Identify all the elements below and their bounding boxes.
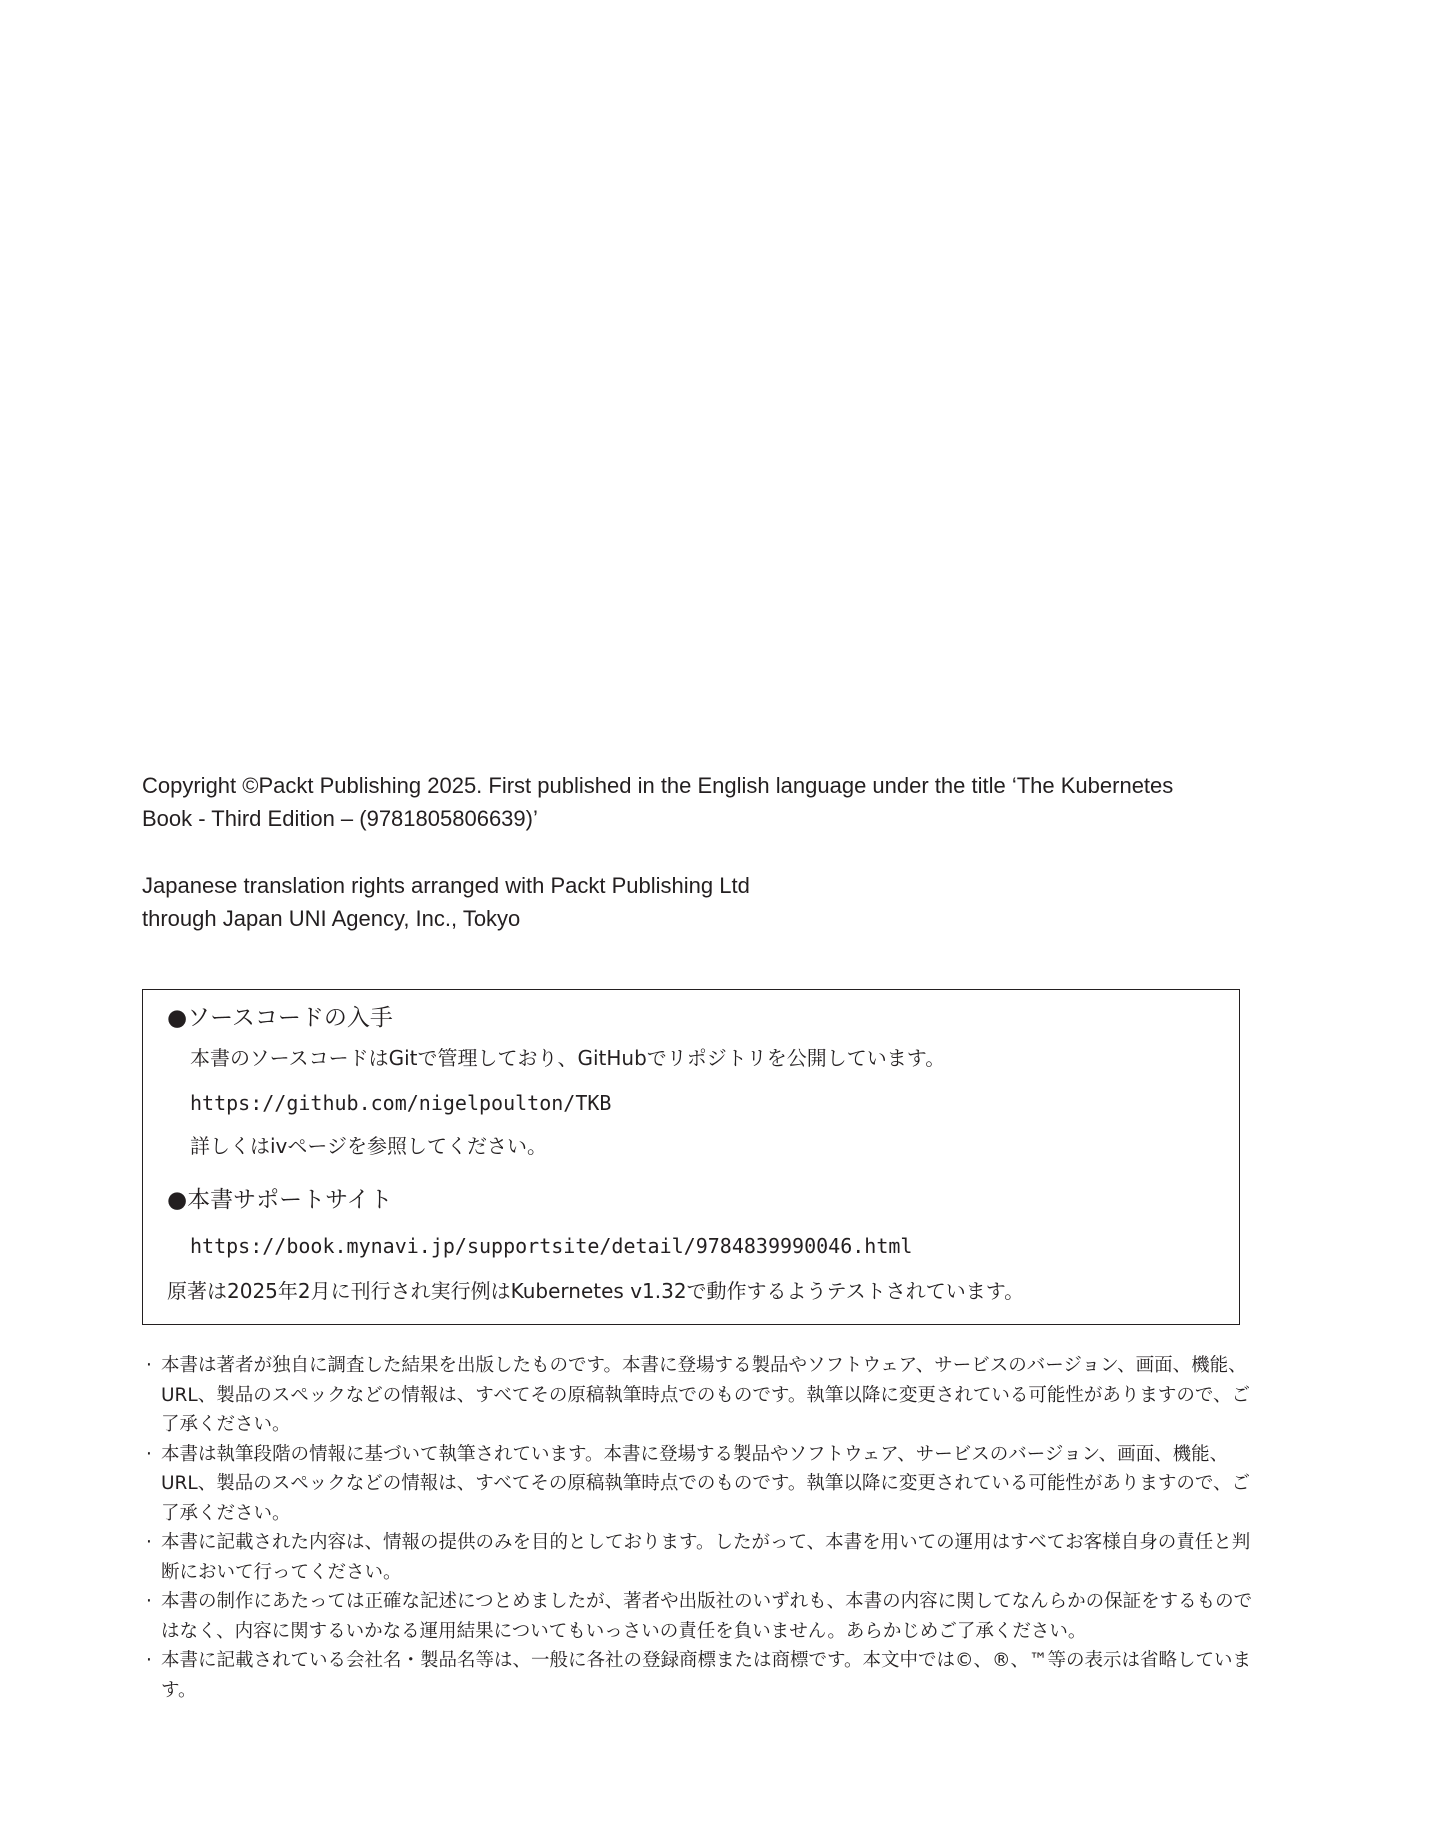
disclaimer-text: 本書に記載された内容は、情報の提供のみを目的としております。したがって、本書を用いての運用はすべてお客様自身の責任と判断において行ってください。 bbox=[161, 1532, 1251, 1583]
translation-rights-line: through Japan UNI Agency, Inc., Tokyo bbox=[142, 906, 521, 931]
disclaimer-item bbox=[146, 1528, 1256, 1587]
edition-note: 原著は2025年2月に刊行され実行例はKubernetes v1.32で動作するようテストされています。 bbox=[167, 1279, 1025, 1303]
bullet: · bbox=[146, 1355, 152, 1376]
disclaimer-text: 本書に記載されている会社名・製品名等は、一般に各社の登録商標または商標です。本文中では©、®、™等の表示は省略しています。 bbox=[161, 1650, 1252, 1701]
support-site-url[interactable]: https://book.mynavi.jp/supportsite/detail/9784839990046.html bbox=[190, 1234, 913, 1258]
source-code-text: 本書のソースコードはGitで管理しており、GitHubでリポジトリを公開しています。 bbox=[190, 1046, 946, 1070]
disclaimer-item bbox=[146, 1587, 1256, 1646]
disclaimer-text: 本書は執筆段階の情報に基づいて執筆されています。本書に登場する製品やソフトウェア、サービスのバージョン、画面、機能、URL、製品のスペックなどの情報は、すべてその原稿執筆時点でのものです。執筆以降に変更されている可能性がありますので、ご了承ください。 bbox=[161, 1443, 1250, 1524]
source-code-url[interactable]: https://github.com/nigelpoulton/TKB bbox=[190, 1091, 612, 1115]
translation-rights-line: Japanese translation rights arranged with Packt Publishing Ltd bbox=[142, 873, 750, 898]
info-box bbox=[142, 989, 1240, 1325]
source-code-heading: ●ソースコードの入手 bbox=[167, 1005, 393, 1031]
disclaimer-text: 本書は著者が独自に調査した結果を出版したものです。本書に登場する製品やソフトウェア、サービスのバージョン、画面、機能、URL、製品のスペックなどの情報は、すべてその原稿執筆時点でのものです。執筆以降に変更されている可能性がありますので、ご了承ください。 bbox=[161, 1355, 1250, 1435]
disclaimer-text: 本書の制作にあたっては正確な記述につとめましたが、著者や出版社のいずれも、本書の内容に関してなんらかの保証をするものではなく、内容に関するいかなる運用結果についてもいっさいの責任を負いません。あらかじめご了承ください。 bbox=[161, 1591, 1253, 1642]
support-site-heading: ●本書サポートサイト bbox=[167, 1187, 393, 1213]
source-code-reference: 詳しくはivページを参照してください。 bbox=[190, 1134, 547, 1158]
bullet: · bbox=[146, 1443, 152, 1465]
disclaimer-item bbox=[146, 1440, 1256, 1529]
copyright-line: Book - Third Edition – (9781805806639)’ bbox=[142, 806, 538, 831]
copyright-block bbox=[142, 769, 1262, 935]
bullet: · bbox=[146, 1591, 152, 1612]
bullet: · bbox=[146, 1650, 152, 1671]
spacer bbox=[142, 835, 1262, 869]
copyright-line: Copyright ©Packt Publishing 2025. First published in the English language under the title ‘The Kubernetes bbox=[142, 773, 1174, 798]
disclaimer-list bbox=[146, 1351, 1256, 1705]
disclaimer-item bbox=[146, 1351, 1256, 1440]
disclaimer-item bbox=[146, 1646, 1256, 1705]
bullet: · bbox=[146, 1532, 152, 1553]
